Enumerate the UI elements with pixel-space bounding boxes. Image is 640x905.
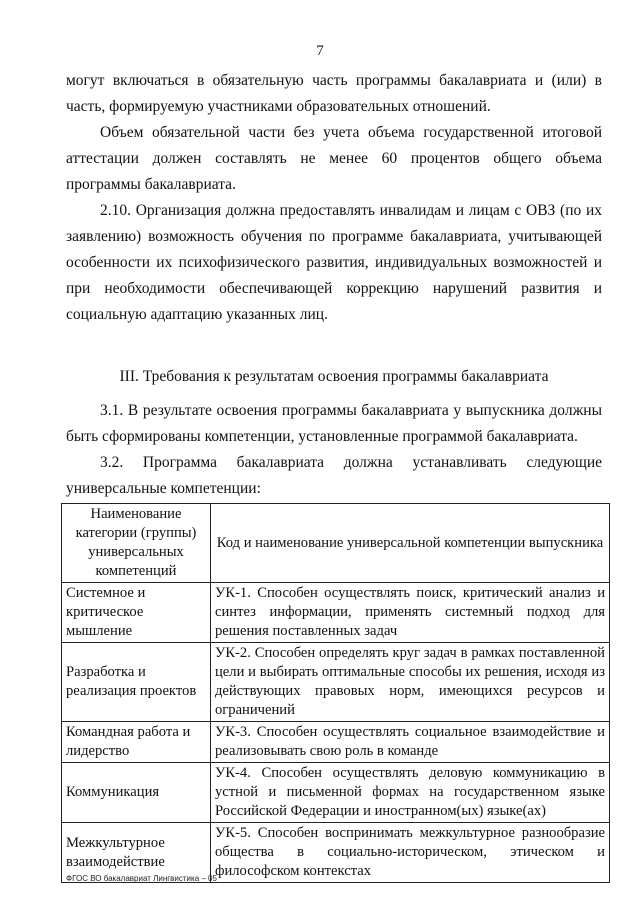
competence-cell: УК-5. Способен воспринимать межкультурное разнообразие общества в социально-историческом, этическом и философском контекстах bbox=[211, 823, 610, 883]
category-cell: Системное и критическое мышление bbox=[62, 583, 211, 643]
category-cell: Коммуникация bbox=[62, 763, 211, 823]
header-competence: Код и наименование универсальной компетенции выпускника bbox=[211, 504, 610, 583]
competence-cell: УК-1. Способен осуществлять поиск, критический анализ и синтез информации, применять системный подход для решения поставленных задач bbox=[211, 583, 610, 643]
table-row bbox=[62, 722, 610, 763]
category-cell: Межкультурное взаимодействие bbox=[62, 823, 211, 883]
table-header-row bbox=[62, 504, 610, 583]
competence-cell: УК-3. Способен осуществлять социальное взаимодействие и реализовывать свою роль в команде bbox=[211, 722, 610, 763]
paragraph-2-10: 2.10. Организация должна предоставлять инвалидам и лицам с ОВЗ (по их заявлению) возможность обучения по программе бакалавриата, учитывающей особенности их психофизического развития, индивидуальных возможностей и при необходимости обеспечивающей коррекцию нарушений развития и социальную адаптацию указанных лиц. bbox=[66, 202, 602, 323]
category-cell: Разработка и реализация проектов bbox=[62, 643, 211, 722]
table-row bbox=[62, 643, 610, 722]
table-row bbox=[62, 583, 610, 643]
section-block bbox=[66, 364, 602, 390]
table-row bbox=[62, 763, 610, 823]
header-category: Наименование категории (группы) универсальных компетенций bbox=[62, 504, 211, 583]
paragraph-continuation: могут включаться в обязательную часть программы бакалавриата и (или) в часть, формируемую участниками образовательных отношений. bbox=[66, 72, 602, 115]
paragraph-mandatory-part: Объем обязательной части без учета объема государственной итоговой аттестации должен составлять не менее 60 процентов общего объема программы бакалавриата. bbox=[66, 124, 602, 193]
footer-note: ФГОС ВО бакалавриат Лингвистика – 05 bbox=[66, 874, 217, 883]
section-heading: III. Требования к результатам освоения программы бакалавриата bbox=[119, 368, 549, 385]
category-cell: Командная работа и лидерство bbox=[62, 722, 211, 763]
page-number: 7 bbox=[316, 43, 324, 59]
paragraph-3-1: 3.1. В результате освоения программы бакалавриата у выпускника должны быть сформированы компетенции, установленные программой бакалавриата. bbox=[66, 402, 602, 445]
competence-cell: УК-2. Способен определять круг задач в рамках поставленной цели и выбирать оптимальные способы их решения, исходя из действующих правовых норм, имеющихся ресурсов и ограничений bbox=[211, 643, 610, 722]
section-body bbox=[66, 398, 602, 502]
document-body bbox=[66, 68, 602, 328]
competencies-table bbox=[61, 503, 610, 883]
paragraph-3-2: 3.2. Программа бакалавриата должна устанавливать следующие универсальные компетенции: bbox=[66, 454, 602, 497]
competence-cell: УК-4. Способен осуществлять деловую коммуникацию в устной и письменной формах на государственном языке Российской Федерации и иностранном(ых) языке(ах) bbox=[211, 763, 610, 823]
